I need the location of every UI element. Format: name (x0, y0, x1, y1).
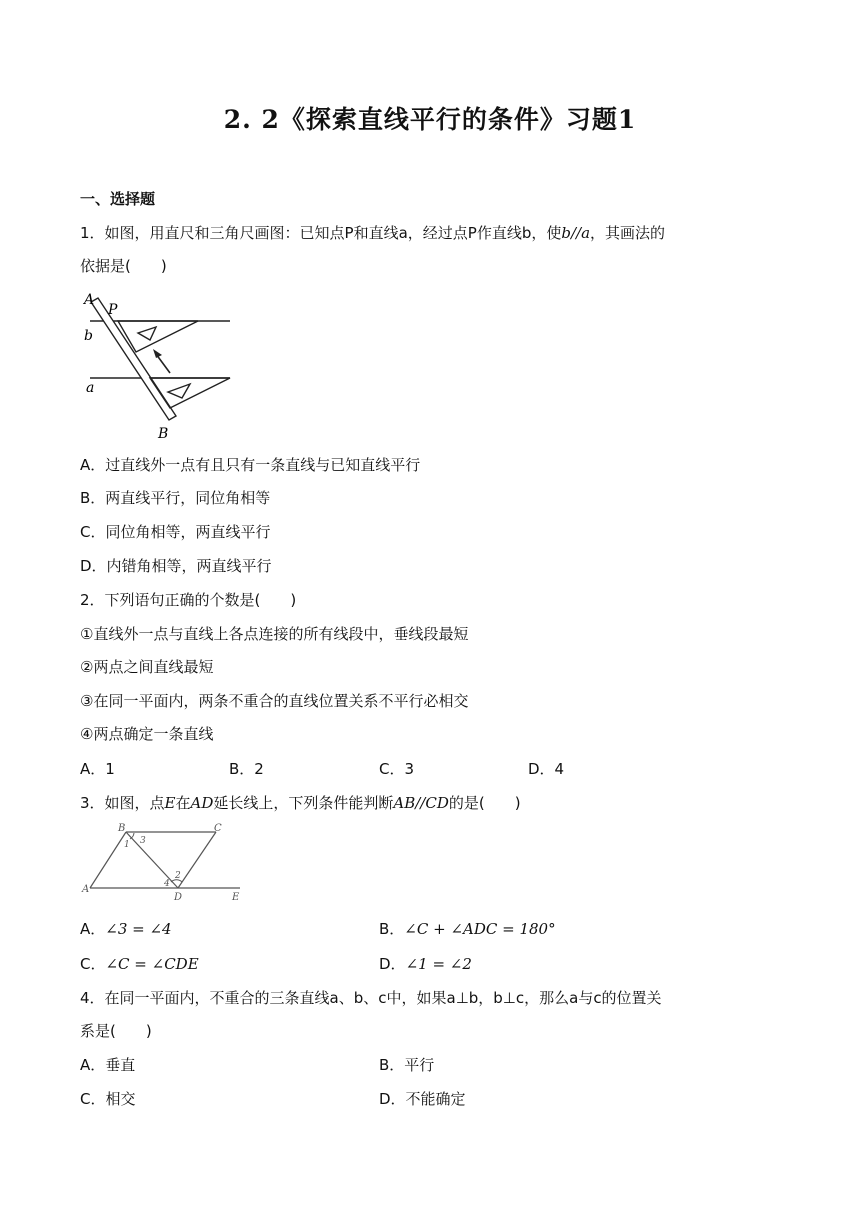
label-A: A (82, 884, 90, 895)
label-C: C (214, 823, 222, 834)
q3-parallelogram-figure (80, 822, 250, 904)
segment-BD (126, 832, 178, 888)
option-prefix: B． (379, 920, 405, 938)
q3-option-b[interactable] (379, 918, 556, 940)
q3-option-d[interactable] (379, 953, 472, 975)
q3-stem-part-a: 3．如图，点 (80, 794, 165, 812)
q4-option-b[interactable]: B．平行 (379, 1056, 435, 1074)
q3-math-E: E (164, 794, 176, 812)
angle-arc-1 (130, 833, 134, 839)
option-math: ∠C = ∠CDE (105, 955, 199, 973)
option-prefix: D． (379, 955, 406, 973)
label-4: 4 (164, 879, 170, 889)
q4-stem-line1: 4．在同一平面内，不重合的三条直线a、b、c中，如果a⊥b，b⊥c，那么a与c的位置关 (80, 989, 662, 1007)
q3-stem (80, 792, 521, 814)
segment-AB (90, 832, 126, 888)
q4-option-d[interactable]: D．不能确定 (379, 1090, 466, 1108)
section-heading: 一、选择题 (80, 190, 156, 208)
q1-stem-line2: 依据是( ) (80, 257, 167, 275)
q3-stem-part-b: 在 (175, 794, 191, 812)
q2-option-d[interactable]: D．4 (528, 760, 565, 778)
q2-option-a[interactable]: A．1 (80, 760, 115, 778)
q3-math-AB-parallel-CD: AB//CD (393, 794, 449, 812)
q1-stem-end: ，其画法的 (590, 224, 666, 242)
label-D: D (174, 892, 183, 903)
q1-option-a[interactable]: A．过直线外一点有且只有一条直线与已知直线平行 (80, 456, 421, 474)
option-prefix: A． (80, 920, 106, 938)
q1-ruler-triangle-figure (80, 290, 240, 440)
segment-CD (178, 832, 216, 888)
label-1: 1 (124, 840, 130, 850)
option-math: ∠C + ∠ADC = 180° (404, 920, 556, 938)
triangle-lower-hole (168, 384, 190, 398)
option-math: ∠1 = ∠2 (405, 955, 472, 973)
arrow-icon (153, 349, 162, 358)
q2-option-b[interactable]: B．2 (229, 760, 264, 778)
label-B: B (118, 823, 126, 834)
q1-math-b-parallel-a: b//a (561, 224, 591, 242)
label-b: b (84, 328, 93, 344)
q3-option-c[interactable] (80, 953, 199, 975)
option-prefix: C． (80, 955, 106, 973)
q3-stem-part-c: 延长线上，下列条件能判断 (213, 794, 394, 812)
q2-stem: 2．下列语句正确的个数是( ) (80, 591, 297, 609)
label-a: a (86, 380, 95, 396)
q1-option-c[interactable]: C．同位角相等，两直线平行 (80, 523, 271, 541)
q4-option-a[interactable]: A．垂直 (80, 1056, 136, 1074)
label-A: A (84, 292, 95, 308)
q2-option-c[interactable]: C．3 (379, 760, 415, 778)
ruler (91, 298, 176, 420)
q1-option-d[interactable]: D．内错角相等，两直线平行 (80, 557, 272, 575)
page-title: 2. 2《探索直线平行的条件》习题1 (223, 105, 637, 134)
label-B: B (158, 426, 169, 440)
label-P: P (108, 302, 118, 318)
label-2: 2 (175, 871, 181, 881)
option-math: ∠3 = ∠4 (105, 920, 172, 938)
q1-option-b[interactable]: B．两直线平行，同位角相等 (80, 489, 271, 507)
label-E: E (232, 892, 240, 903)
label-3: 3 (140, 836, 146, 846)
q2-statement-1: ①直线外一点与直线上各点连接的所有线段中，垂线段最短 (80, 625, 469, 643)
q2-statement-3: ③在同一平面内，两条不重合的直线位置关系不平行必相交 (80, 692, 469, 710)
q1-stem-text: 1．如图，用直尺和三角尺画图：已知点P和直线a，经过点P作直线b，使 (80, 224, 562, 242)
q3-math-AD: AD (190, 794, 214, 812)
q2-statement-2: ②两点之间直线最短 (80, 658, 214, 676)
q2-statement-4: ④两点确定一条直线 (80, 725, 214, 743)
q3-stem-part-d: 的是( ) (448, 794, 521, 812)
q3-option-a[interactable] (80, 918, 172, 940)
q4-stem-line2: 系是( ) (80, 1022, 152, 1040)
triangle-upper-hole (138, 327, 156, 340)
q1-stem-line1 (80, 222, 665, 244)
q4-option-c[interactable]: C．相交 (80, 1090, 136, 1108)
